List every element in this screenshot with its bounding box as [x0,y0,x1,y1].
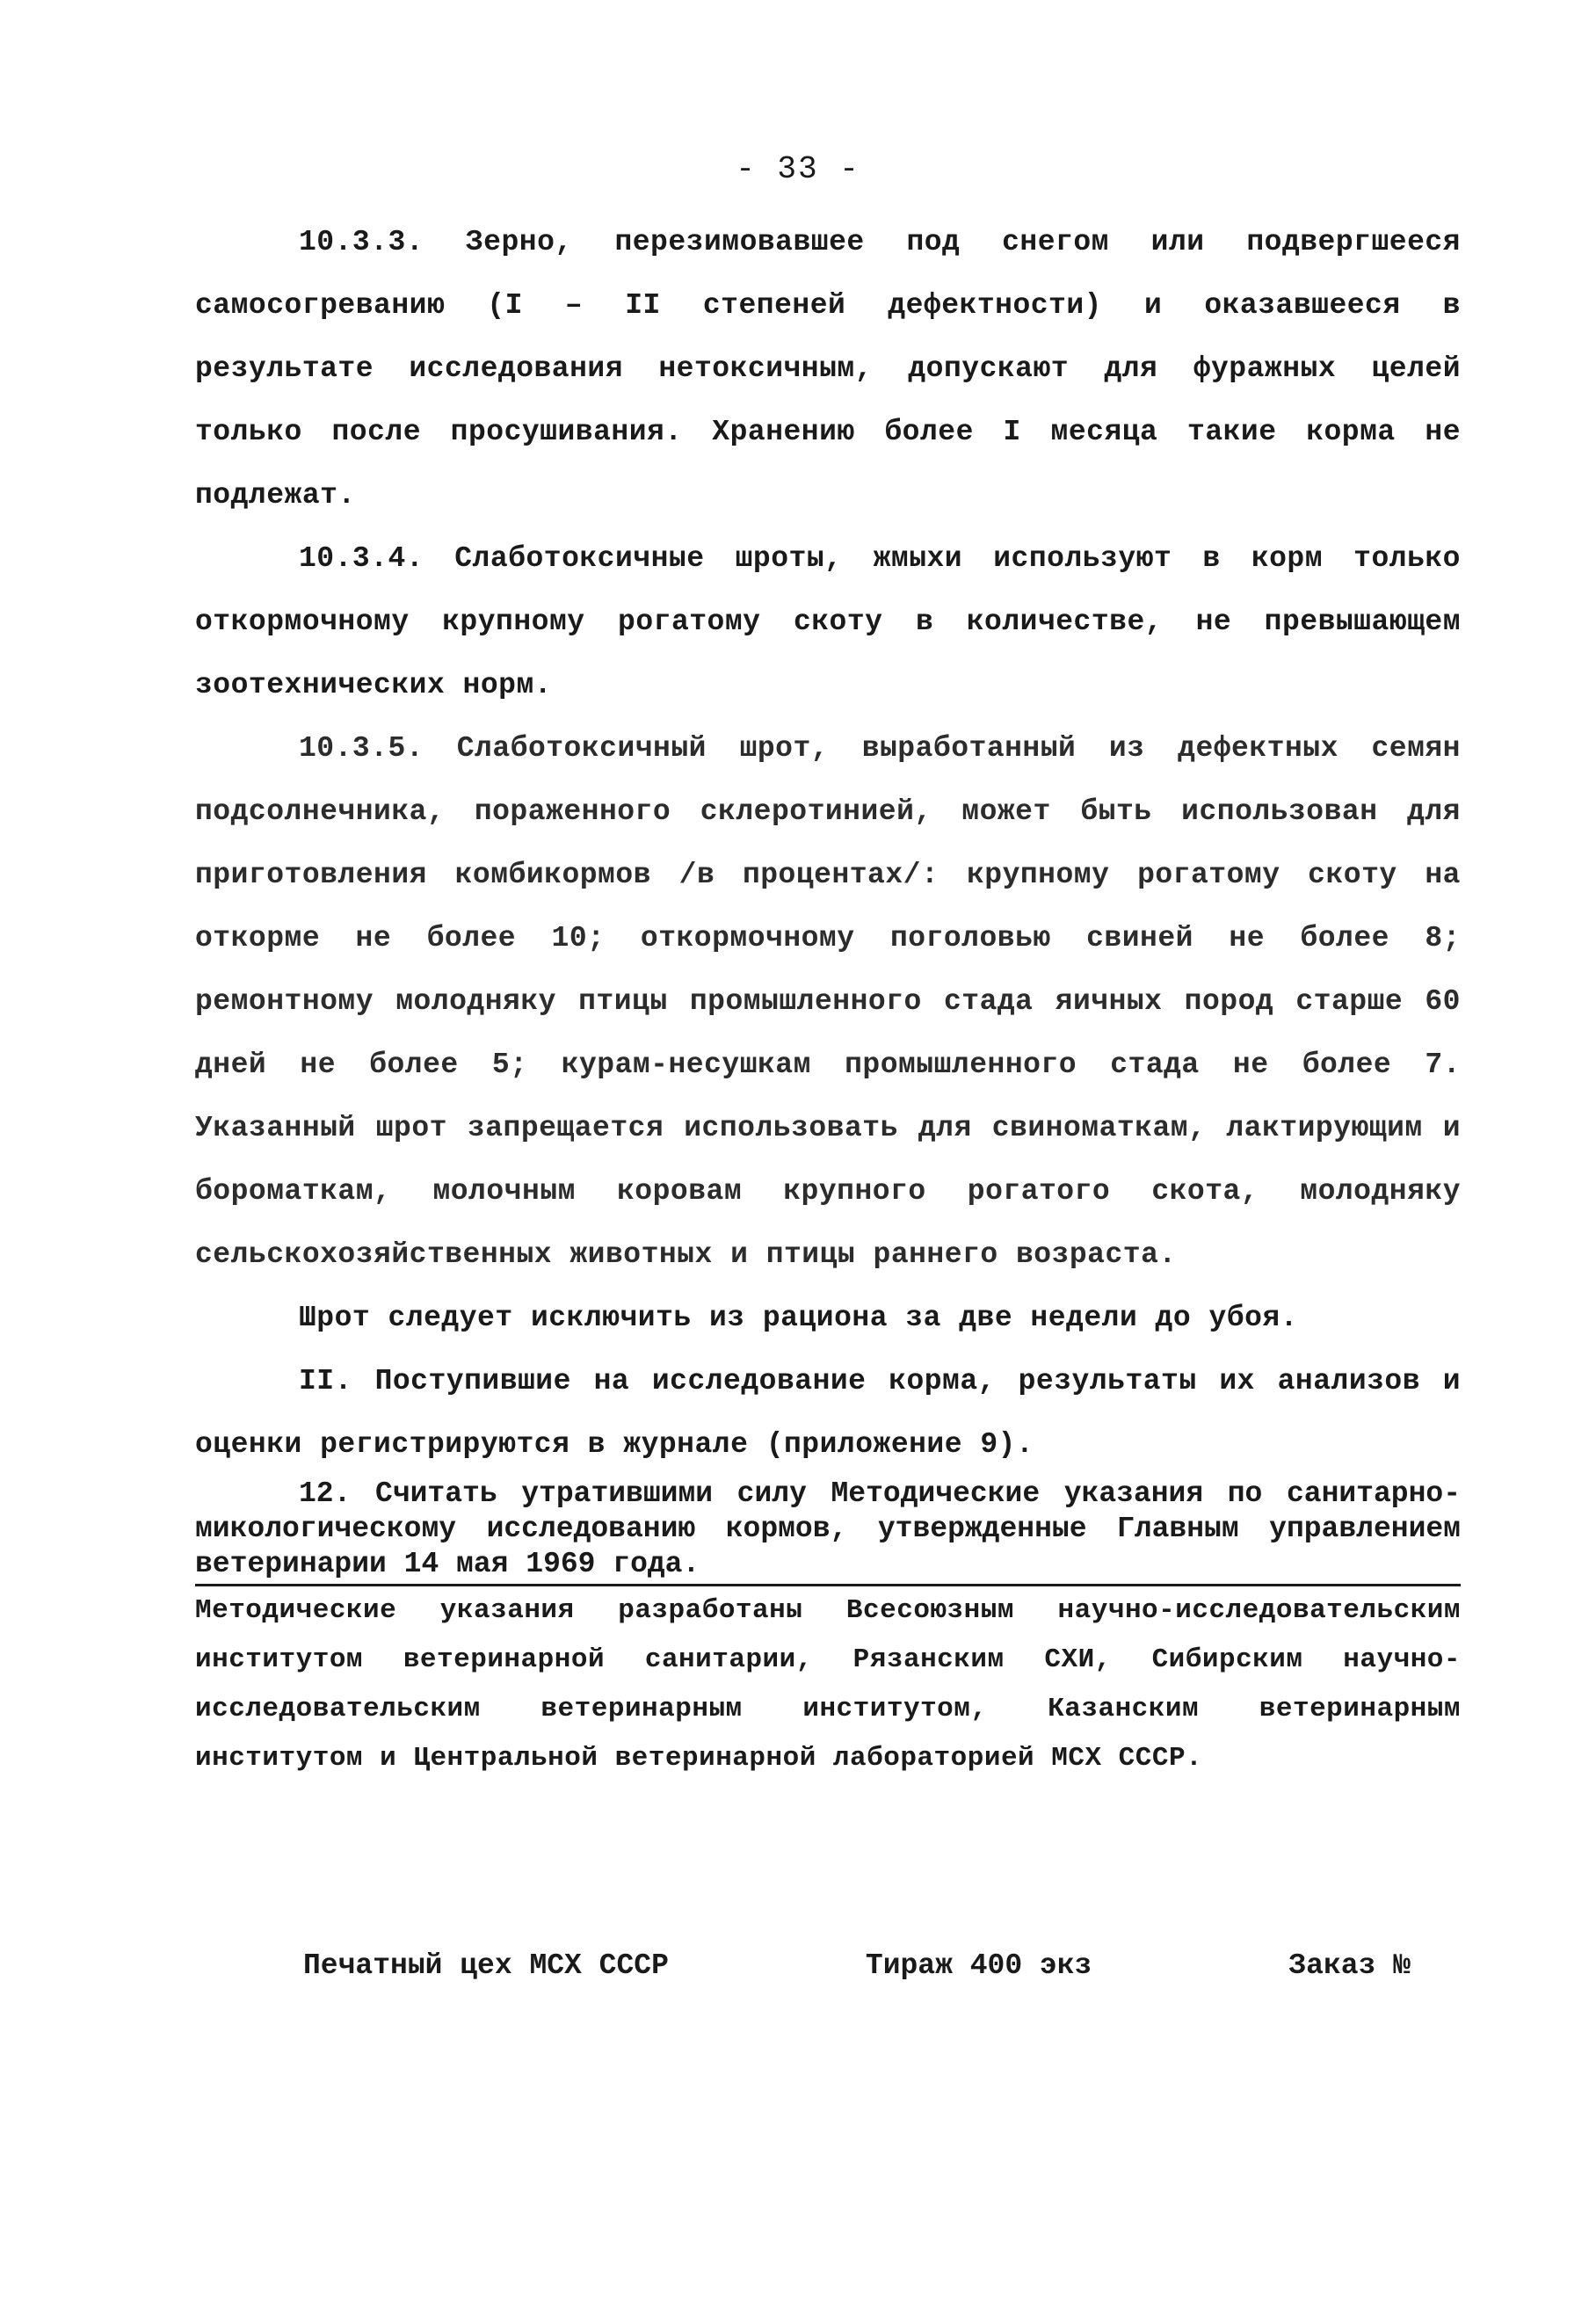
paragraph-10-3-5-note: Шрот следует исключить из рациона за две недели до убоя. [299,1302,1298,1334]
document-body [195,211,1461,1783]
paragraph-12: 12. Считать утратившими силу Методические указания по санитарно-микологическому исследованию кормов, утвержденные Главным управлением ветеринарии 14 мая 1969 года. [195,1477,1461,1580]
paragraph-10-3-3: 10.3.3. Зерно, перезимовавшее под снегом или подвергшееся самосогреванию (I – II степеней дефектности) и оказавшееся в результате исследования нетоксичным, допускают для фуражных целей только после просушивания. Хранению более I месяца такие корма не подлежат. [195,226,1461,512]
circulation: Тираж 400 экз [865,1949,1092,1982]
printer-name: Печатный цех МСХ СССР [303,1949,669,1982]
order-number: Заказ № [1288,1949,1411,1982]
page-number: - 33 - [736,151,860,187]
paragraph-11: II. Поступившие на исследование корма, результаты их анализов и оценки регистрируются в журнале (приложение 9). [195,1365,1461,1461]
paragraph-10-3-4: 10.3.4. Слаботоксичные шроты, жмыхи используют в корм только откормочному крупному рогатому скоту в количестве, не превышающем зоотехнических норм. [195,542,1461,701]
paragraph-10-3-5: 10.3.5. Слаботоксичный шрот, выработанный из дефектных семян подсолнечника, пораженного склеротинией, может быть использован для приготовления комбикормов /в процентах/: крупному рогатому скоту на откорме не более 10; откормочному поголовью свиней не более 8; ремонтному молодняку птицы промышленного стада яичных пород старше 60 дней не более 5; курам-несушкам промышленного стада не более 7. Указанный шрот запрещается использовать для свиноматкам, лактирующим и бороматкам, молочным коровам крупного рогатого скота, молодняку сельскохозяйственных животных и птицы раннего возраста. [195,732,1461,1271]
paragraph-credits: Методические указания разработаны Всесоюзным научно-исследовательским институтом ветеринарной санитарии, Рязанским СХИ, Сибирским научно-исследовательским ветеринарным институтом, Казанским ветеринарным институтом и Центральной ветеринарной лабораторией МСХ СССР. [195,1595,1461,1774]
divider-line [195,1584,1461,1586]
imprint-footer [303,1949,1411,1982]
